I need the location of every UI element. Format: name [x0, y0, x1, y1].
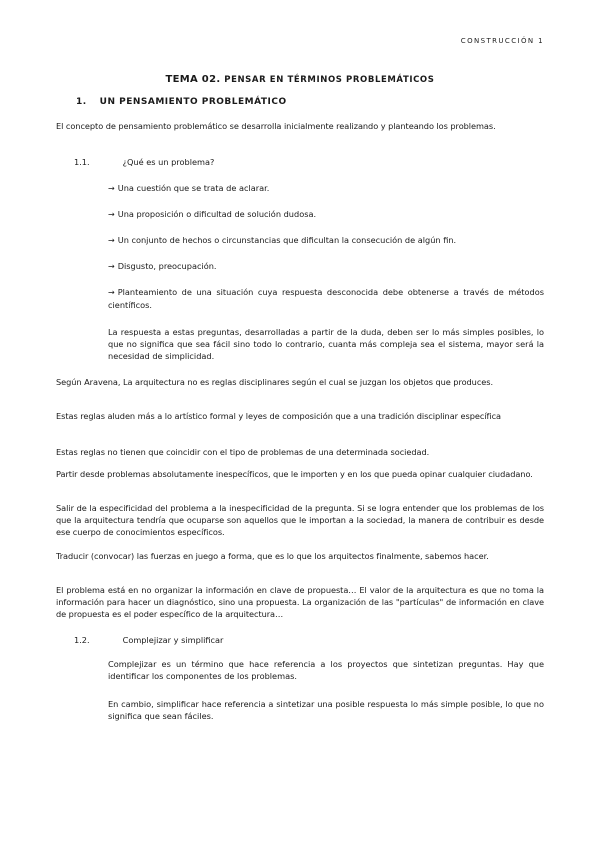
intro-paragraph: El concepto de pensamiento problemático se desarrolla inicialmente realizando y planteando los problemas.: [56, 121, 496, 131]
subsection-title: Complejizar y simplificar: [122, 635, 224, 645]
subsection-title: ¿Qué es un problema?: [122, 157, 215, 167]
subsection-number: 1.2.: [74, 635, 90, 645]
bullet-text: Una proposición o dificultad de solución dudosa.: [117, 209, 317, 219]
arrow-icon: →: [108, 210, 115, 219]
section-heading: [76, 97, 287, 107]
page-title: [0, 74, 600, 85]
bullet-item: [108, 234, 544, 247]
bullet-item: [108, 286, 544, 311]
course-header: CONSTRUCCIÓN 1: [460, 37, 544, 45]
bullet-item: [108, 182, 544, 195]
subsection-heading-2: [74, 634, 223, 646]
arrow-icon: →: [108, 288, 115, 297]
title-number: TEMA 02.: [165, 74, 221, 85]
body-paragraph: Salir de la especificidad del problema a la inespecificidad de la pregunta. Si se logra entender que los problemas de los que la arquitectura tendría que ocuparse son aquellos que le importan a la sociedad, la manera de contribuir es desde ese cuerpo de conocimientos específicos.: [56, 503, 544, 538]
body-paragraph: Estas reglas aluden más a lo artístico formal y leyes de composición que a una tradición disciplinar específica: [56, 411, 502, 421]
arrow-icon: →: [108, 262, 115, 271]
section-number: 1.: [76, 97, 87, 107]
body-paragraph: Según Aravena, La arquitectura no es reglas disciplinares según el cual se juzgan los objetos que produces.: [56, 377, 494, 387]
body-paragraph: Partir desde problemas absolutamente inespecíficos, que le importen y en los que pueda opinar cualquier ciudadano.: [56, 469, 533, 479]
section-title: UN PENSAMIENTO PROBLEMÁTICO: [99, 97, 287, 107]
arrow-icon: →: [108, 184, 115, 193]
title-text: PENSAR EN TÉRMINOS PROBLEMÁTICOS: [224, 75, 435, 85]
bullet-text: Un conjunto de hechos o circunstancias que dificultan la consecución de algún fin.: [117, 235, 457, 245]
bullet-text: Una cuestión que se trata de aclarar.: [117, 183, 270, 193]
subsection-number: 1.1.: [74, 157, 90, 167]
arrow-icon: →: [108, 236, 115, 245]
bullet-text: Disgusto, preocupación.: [117, 261, 217, 271]
body-paragraph: Traducir (convocar) las fuerzas en juego a forma, que es lo que los arquitectos finalmente, sabemos hacer.: [56, 551, 489, 561]
body-paragraph: El problema está en no organizar la información en clave de propuesta… El valor de la arquitectura es que no toma la información para hacer un diagnóstico, sino una propuesta. La organización de las "partículas" de información en clave de propuesta es el poder específico de la arquitectura…: [56, 585, 544, 620]
answer-paragraph: La respuesta a estas preguntas, desarrolladas a partir de la duda, deben ser lo más simples posibles, lo que no significa que sea fácil sino todo lo contrario, cuanta más compleja sea el sistema, mayor será la necesidad de simplicidad.: [108, 327, 544, 362]
body-paragraph: Estas reglas no tienen que coincidir con el tipo de problemas de una determinada sociedad.: [56, 447, 430, 457]
sub2-paragraph: En cambio, simplificar hace referencia a sintetizar una posible respuesta lo más simple posible, lo que no significa que sean fáciles.: [108, 699, 544, 722]
bullet-text: Planteamiento de una situación cuya respuesta desconocida debe obtenerse a través de métodos científicos.: [108, 287, 544, 311]
bullet-item: [108, 208, 544, 221]
bullet-item: [108, 260, 544, 273]
sub2-paragraph: Complejizar es un término que hace referencia a los proyectos que sintetizan preguntas. Hay que identificar los componentes de los problemas.: [108, 659, 544, 682]
subsection-heading-1: [74, 156, 214, 168]
